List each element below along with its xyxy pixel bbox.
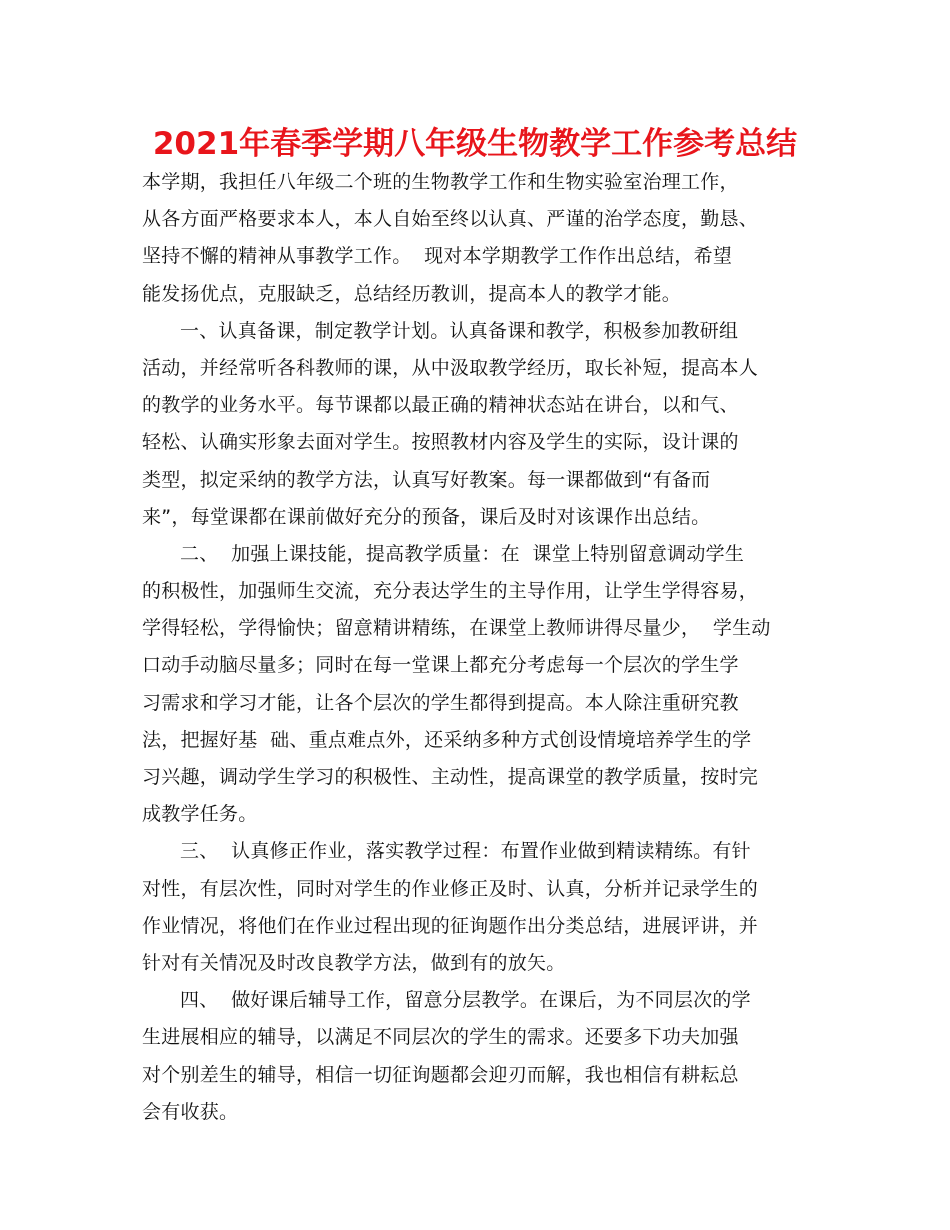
paragraph-line: 活动，并经常听各科教师的课，从中汲取教学经历，取长补短，提高本人 [142,356,759,379]
paragraph-line: 习需求和学习才能，让各个层次的学生都得到提高。本人除注重研究教 [142,691,739,714]
paragraph-section-4 [142,982,842,1131]
paragraph-line: 的积极性，加强师生交流，充分表达学生的主导作用，让学生学得容易， [142,580,759,603]
paragraph-line: 一、认真备课，制定教学计划。认真备课和教学，积极参加教研组 [180,319,739,342]
document-body [142,164,842,1131]
paragraph-section-2 [142,536,842,834]
paragraph-line: 针对有关情况及时改良教学方法，做到有的放矢。 [142,951,566,974]
paragraph-line: 作业情况，将他们在作业过程出现的征询题作出分类总结，进展评讲，并 [142,914,759,937]
document-title: 2021年春季学期八年级生物教学工作参考总结 [152,126,798,162]
paragraph-line: 三、 认真修正作业，落实教学过程：布置作业做到精读精练。有针 [180,840,751,863]
paragraph-line: 来”，每堂课都在课前做好充分的预备，课后及时对该课作出总结。 [142,505,711,528]
paragraph-line: 口动手动脑尽量多；同时在每一堂课上都充分考虑每一个层次的学生学 [142,654,739,677]
paragraph-line: 坚持不懈的精神从事教学工作。 现对本学期教学工作作出总结，希望 [142,245,733,268]
paragraph-line: 会有收获。 [142,1100,239,1123]
paragraph-line: 习兴趣，调动学生学习的积极性、主动性，提高课堂的教学质量，按时完 [142,766,759,788]
paragraph-line: 类型，拟定采纳的教学方法，认真写好教案。每一课都做到“有备而 [142,468,711,491]
paragraph-section-3 [142,833,842,982]
paragraph-line: 四、 做好课后辅导工作，留意分层教学。在课后，为不同层次的学 [180,989,751,1012]
paragraph-line: 二、 加强上课技能，提高教学质量：在 课堂上特别留意调动学生 [180,542,745,565]
paragraph-section-1 [142,313,842,536]
paragraph-line: 生进展相应的辅导，以满足不同层次的学生的需求。还要多下功夫加强 [142,1026,739,1049]
paragraph-line: 对性，有层次性，同时对学生的作业修正及时、认真，分析并记录学生的 [142,877,759,900]
paragraph-line: 成教学任务。 [142,803,258,826]
paragraph-intro [142,164,842,313]
paragraph-line: 对个别差生的辅导，相信一切征询题都会迎刃而解，我也相信有耕耘总 [142,1063,739,1086]
paragraph-line: 法，把握好基 础、重点难点外，还采纳多种方式创设情境培养学生的学 [142,728,752,751]
paragraph-line: 轻松、认确实形象去面对学生。按照教材内容及学生的实际，设计课的 [142,431,739,454]
paragraph-line: 能发扬优点，克服缺乏，总结经历教训，提高本人的教学才能。 [142,282,682,305]
paragraph-line: 的教学的业务水平。每节课都以最正确的精神状态站在讲台，以和气、 [142,394,739,417]
paragraph-line: 学得轻松，学得愉快；留意精讲精练，在课堂上教师讲得尽量少， 学生动 [142,617,771,640]
paragraph-line: 从各方面严格要求本人，本人自始至终以认真、严谨的治学态度，勤恳、 [142,208,759,231]
paragraph-line: 本学期，我担任八年级二个班的生物教学工作和生物实验室治理工作， [142,171,739,193]
